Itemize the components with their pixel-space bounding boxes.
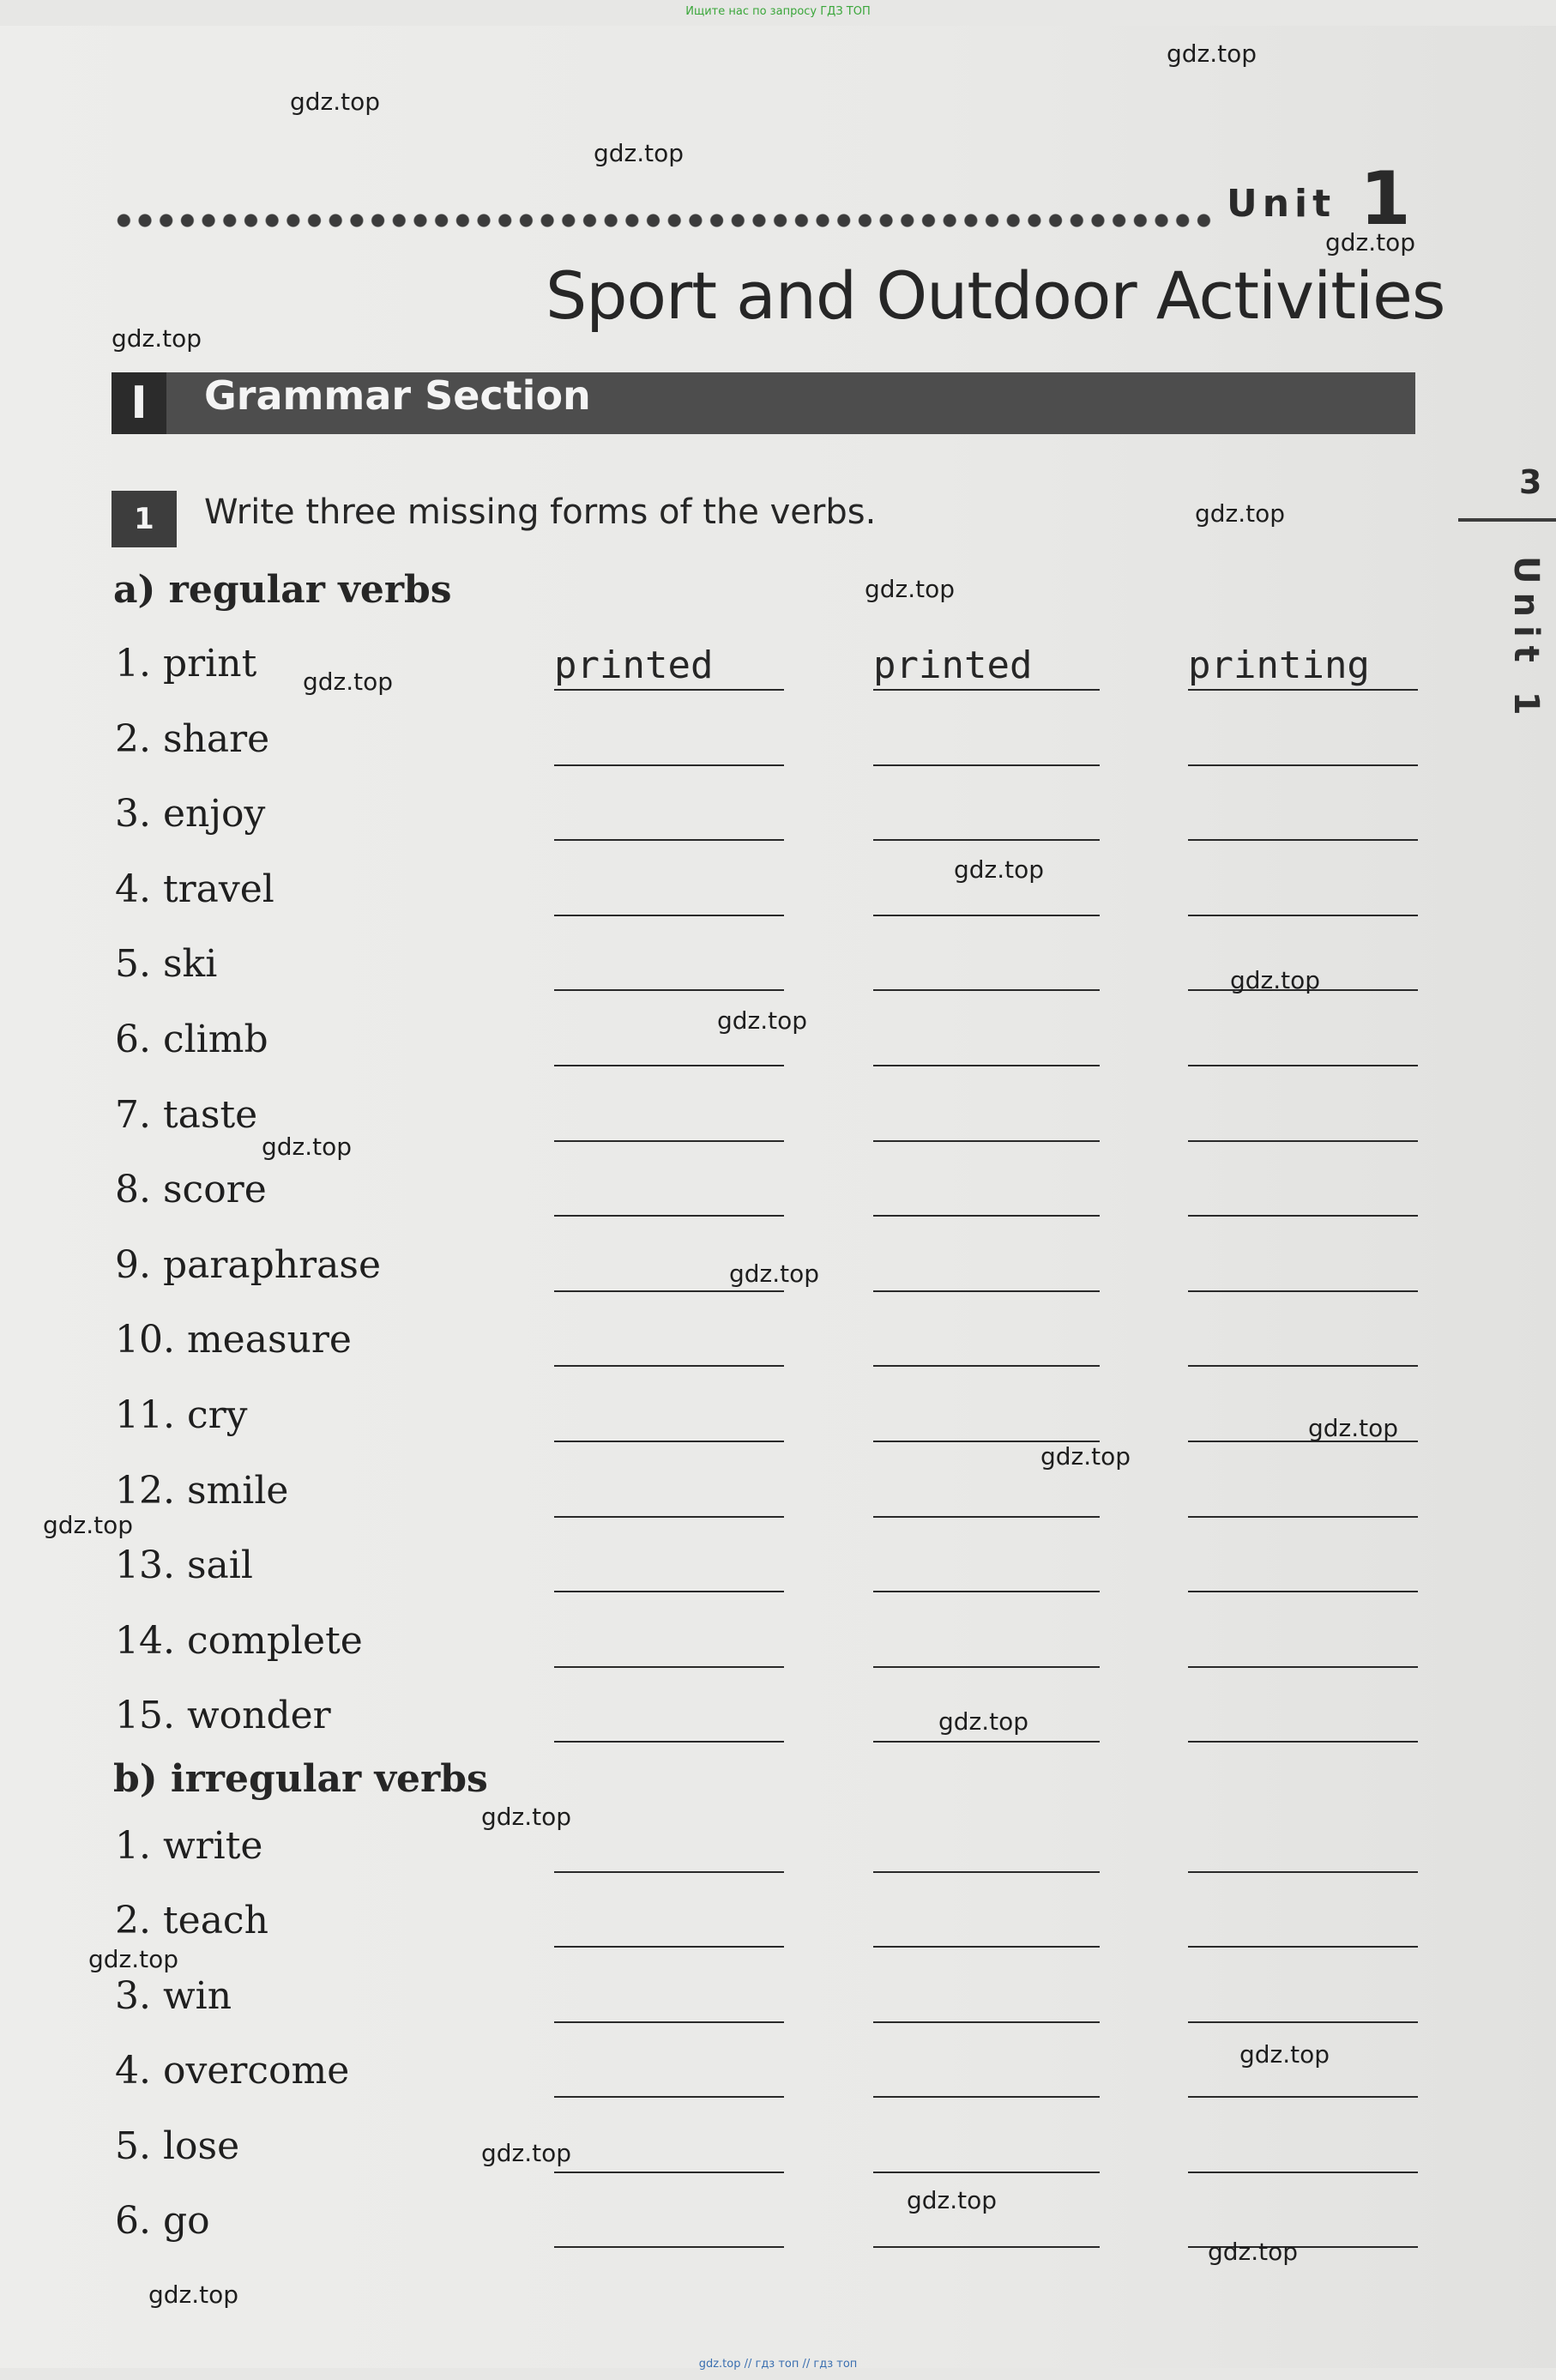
answer-blank[interactable] bbox=[873, 915, 1100, 916]
answer-blank[interactable] bbox=[873, 989, 1100, 991]
watermark: gdz.top bbox=[481, 1803, 572, 1831]
top-note: Ищите нас по запросу ГДЗ ТОП bbox=[685, 5, 871, 18]
watermark: gdz.top bbox=[938, 1707, 1029, 1736]
answer-blank[interactable] bbox=[554, 689, 784, 691]
verb-label: 14. complete bbox=[115, 1618, 363, 1663]
answer-blank[interactable] bbox=[1188, 1140, 1418, 1142]
verb-label: 2. teach bbox=[115, 1899, 268, 1943]
answer-blank[interactable] bbox=[873, 1065, 1100, 1066]
watermark: gdz.top bbox=[865, 575, 956, 603]
watermark: gdz.top bbox=[907, 2186, 998, 2214]
irregular-verbs-heading: b) irregular verbs bbox=[113, 1757, 488, 1801]
verb-label: 7. taste bbox=[115, 1092, 258, 1137]
verb-row bbox=[0, 1619, 1556, 1670]
verb-row bbox=[0, 1543, 1556, 1595]
answer-blank[interactable] bbox=[554, 915, 784, 916]
watermark: gdz.top bbox=[290, 88, 381, 116]
exercise-number: 1 bbox=[112, 491, 177, 547]
answer-text: printing bbox=[1188, 643, 1370, 687]
watermark: gdz.top bbox=[88, 1945, 179, 1973]
verb-label: 3. win bbox=[115, 1973, 232, 2018]
answer-blank[interactable] bbox=[1188, 1516, 1418, 1518]
verb-row bbox=[0, 1093, 1556, 1145]
answer-blank[interactable] bbox=[1188, 1215, 1418, 1217]
page-number: 3 bbox=[1519, 463, 1542, 501]
answer-blank[interactable] bbox=[873, 1215, 1100, 1217]
answer-blank[interactable] bbox=[554, 1741, 784, 1743]
answer-blank[interactable] bbox=[554, 1591, 784, 1592]
answer-blank[interactable] bbox=[554, 2172, 784, 2173]
answer-blank[interactable] bbox=[554, 2021, 784, 2023]
verb-label: 9. paraphrase bbox=[115, 1242, 382, 1287]
watermark: gdz.top bbox=[729, 1259, 820, 1288]
verb-label: 12. smile bbox=[115, 1468, 289, 1513]
answer-blank[interactable] bbox=[873, 1516, 1100, 1518]
verb-row bbox=[0, 942, 1556, 994]
answer-blank[interactable] bbox=[1188, 2172, 1418, 2173]
answer-blank[interactable] bbox=[1188, 915, 1418, 916]
watermark: gdz.top bbox=[1230, 966, 1321, 994]
answer-text: printed bbox=[873, 643, 1033, 687]
answer-blank[interactable] bbox=[1188, 2021, 1418, 2023]
side-unit-label: Unit 1 bbox=[1506, 556, 1546, 724]
answer-blank[interactable] bbox=[554, 1441, 784, 1442]
verb-label: 13. sail bbox=[115, 1543, 253, 1588]
verb-label: 5. lose bbox=[115, 2123, 240, 2168]
watermark: gdz.top bbox=[43, 1511, 134, 1539]
answer-blank[interactable] bbox=[554, 2246, 784, 2248]
verb-row bbox=[0, 1168, 1556, 1219]
answer-blank[interactable] bbox=[554, 1666, 784, 1668]
answer-blank[interactable] bbox=[554, 1290, 784, 1292]
answer-blank[interactable] bbox=[554, 1065, 784, 1066]
answer-blank[interactable] bbox=[873, 2021, 1100, 2023]
bottom-note: gdz.top // гдз топ // гдз топ bbox=[698, 2358, 858, 2371]
verb-row bbox=[0, 1694, 1556, 1745]
answer-blank[interactable] bbox=[1188, 1871, 1418, 1873]
verb-label: 5. ski bbox=[115, 942, 218, 987]
answer-blank[interactable] bbox=[873, 1741, 1100, 1743]
answer-blank[interactable] bbox=[1188, 1065, 1418, 1066]
watermark: gdz.top bbox=[262, 1133, 353, 1161]
answer-blank[interactable] bbox=[873, 1140, 1100, 1142]
answer-blank[interactable] bbox=[1188, 1591, 1418, 1592]
section-title: Grammar Section bbox=[204, 372, 591, 419]
watermark: gdz.top bbox=[594, 139, 685, 167]
answer-blank[interactable] bbox=[873, 764, 1100, 766]
answer-blank[interactable] bbox=[873, 2096, 1100, 2098]
section-number: I bbox=[112, 372, 166, 434]
verb-row bbox=[0, 867, 1556, 919]
verb-label: 15. wonder bbox=[115, 1694, 331, 1738]
verb-label: 1. print bbox=[115, 642, 257, 686]
verb-label: 8. score bbox=[115, 1168, 267, 1212]
answer-blank[interactable] bbox=[873, 2246, 1100, 2248]
answer-blank[interactable] bbox=[1188, 1365, 1418, 1367]
unit-number: 1 bbox=[1360, 156, 1411, 242]
answer-blank[interactable] bbox=[873, 1290, 1100, 1292]
answer-blank[interactable] bbox=[873, 1365, 1100, 1367]
answer-blank[interactable] bbox=[1188, 839, 1418, 841]
answer-blank[interactable] bbox=[1188, 2096, 1418, 2098]
answer-blank[interactable] bbox=[554, 1140, 784, 1142]
dotted-rule bbox=[113, 211, 1215, 230]
watermark: gdz.top bbox=[112, 324, 202, 353]
watermark: gdz.top bbox=[717, 1006, 808, 1035]
verb-label: 1. write bbox=[115, 1824, 263, 1868]
verb-row bbox=[0, 1899, 1556, 1950]
watermark: gdz.top bbox=[1208, 2238, 1299, 2266]
unit-label: Unit bbox=[1227, 182, 1336, 226]
verb-row bbox=[0, 1469, 1556, 1520]
answer-blank[interactable] bbox=[1188, 1741, 1418, 1743]
verb-label: 3. enjoy bbox=[115, 792, 266, 837]
verb-label: 4. travel bbox=[115, 867, 274, 911]
answer-blank[interactable] bbox=[1188, 689, 1418, 691]
answer-blank[interactable] bbox=[554, 989, 784, 991]
answer-blank[interactable] bbox=[873, 1666, 1100, 1668]
answer-blank[interactable] bbox=[554, 1516, 784, 1518]
verb-row bbox=[0, 1318, 1556, 1369]
verb-label: 4. overcome bbox=[115, 2049, 350, 2093]
verb-row bbox=[0, 642, 1556, 693]
verb-row bbox=[0, 717, 1556, 769]
answer-blank[interactable] bbox=[873, 1871, 1100, 1873]
verb-row bbox=[0, 2124, 1556, 2176]
verb-row bbox=[0, 1824, 1556, 1876]
watermark: gdz.top bbox=[1325, 228, 1416, 257]
verb-label: 10. measure bbox=[115, 1318, 352, 1362]
answer-blank[interactable] bbox=[873, 689, 1100, 691]
watermark: gdz.top bbox=[1167, 39, 1257, 68]
exercise-instruction: Write three missing forms of the verbs. bbox=[204, 492, 877, 532]
watermark: gdz.top bbox=[1308, 1414, 1399, 1442]
answer-blank[interactable] bbox=[554, 1365, 784, 1367]
watermark: gdz.top bbox=[303, 667, 394, 696]
side-rule bbox=[1458, 518, 1556, 522]
verb-row bbox=[0, 2199, 1556, 2250]
verb-label: 2. share bbox=[115, 716, 270, 761]
verb-label: 11. cry bbox=[115, 1393, 248, 1437]
verb-row bbox=[0, 1974, 1556, 2026]
answer-blank[interactable] bbox=[554, 1946, 784, 1948]
answer-blank[interactable] bbox=[873, 1946, 1100, 1948]
answer-blank[interactable] bbox=[554, 764, 784, 766]
answer-blank[interactable] bbox=[554, 839, 784, 841]
answer-blank[interactable] bbox=[554, 2096, 784, 2098]
regular-verbs-heading: a) regular verbs bbox=[113, 568, 452, 612]
watermark: gdz.top bbox=[148, 2280, 239, 2309]
watermark: gdz.top bbox=[1040, 1442, 1131, 1471]
verb-label: 6. go bbox=[115, 2199, 210, 2243]
answer-blank[interactable] bbox=[1188, 764, 1418, 766]
answer-blank[interactable] bbox=[554, 1871, 784, 1873]
answer-blank[interactable] bbox=[873, 1591, 1100, 1592]
answer-blank[interactable] bbox=[1188, 1666, 1418, 1668]
watermark: gdz.top bbox=[1195, 499, 1286, 528]
watermark: gdz.top bbox=[1239, 2040, 1330, 2069]
watermark: gdz.top bbox=[481, 2139, 572, 2167]
answer-blank[interactable] bbox=[1188, 1946, 1418, 1948]
answer-blank[interactable] bbox=[1188, 1290, 1418, 1292]
answer-blank[interactable] bbox=[873, 839, 1100, 841]
verb-label: 6. climb bbox=[115, 1018, 268, 1061]
verb-row bbox=[0, 792, 1556, 843]
answer-blank[interactable] bbox=[873, 2172, 1100, 2173]
answer-text: printed bbox=[554, 643, 714, 687]
page-title: Sport and Outdoor Activities bbox=[546, 257, 1445, 334]
watermark: gdz.top bbox=[954, 855, 1045, 884]
answer-blank[interactable] bbox=[554, 1215, 784, 1217]
